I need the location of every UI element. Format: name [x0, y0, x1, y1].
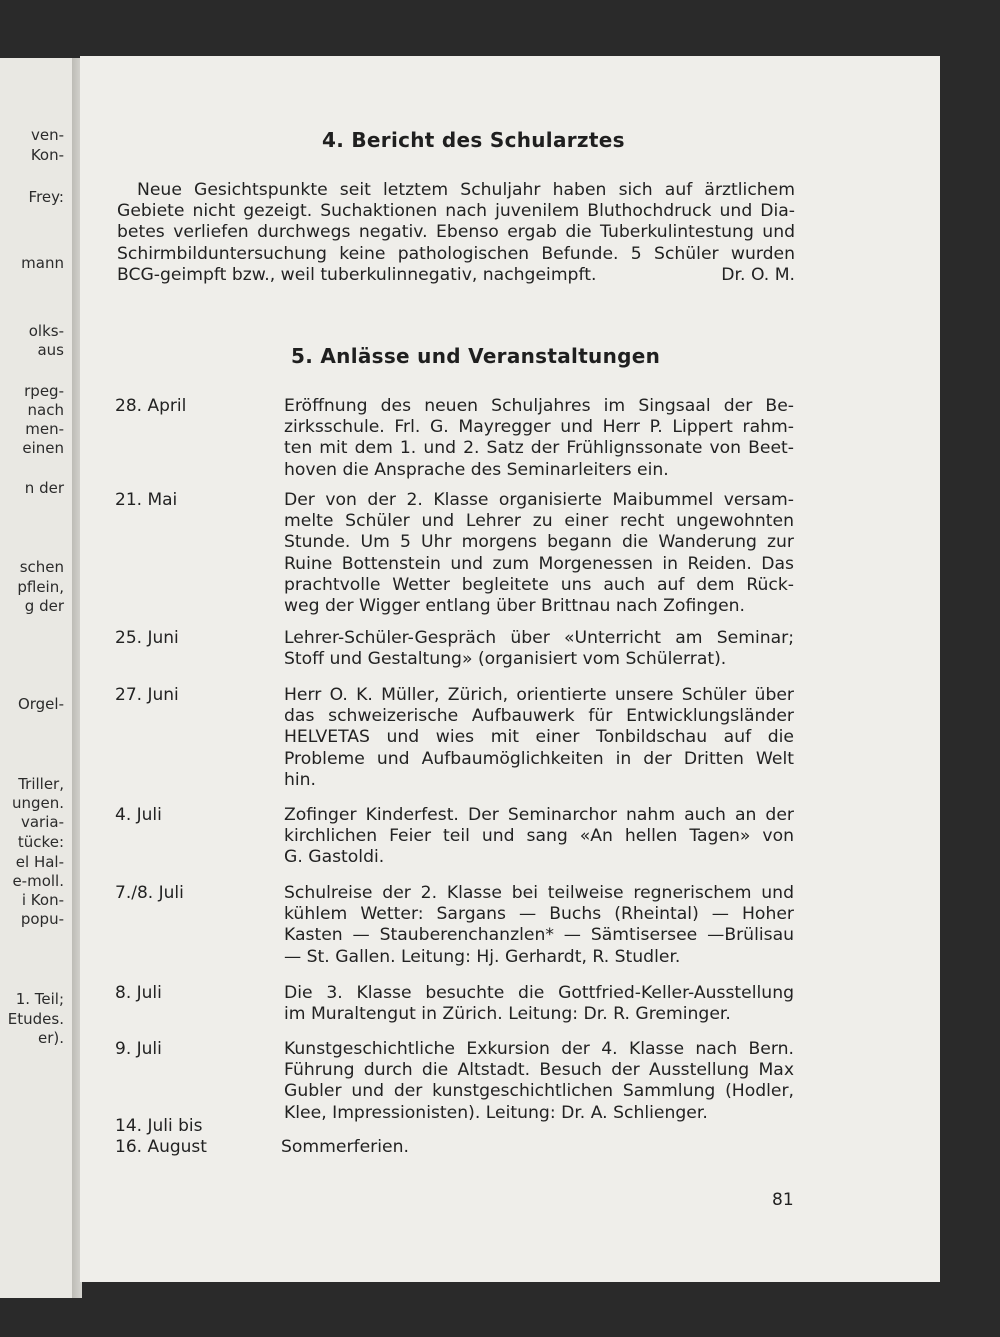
event-description	[281, 1137, 791, 1158]
event-line: Herr O. K. Müller, Zürich, orientierte unsere Schüler über	[284, 685, 794, 705]
left-fragment: varia-	[20, 813, 64, 831]
event-date: 4. Juli	[115, 805, 162, 825]
event-line: Klee, Impressionisten). Leitung: Dr. A. Schlienger.	[284, 1102, 708, 1123]
event-description	[284, 883, 794, 968]
event-line: HELVETAS und wies mit einer Tonbildschau auf die	[284, 727, 794, 748]
event-line: Der von der 2. Klasse organisierte Maibummel versam-	[284, 490, 794, 510]
left-fragment: Orgel-	[17, 695, 64, 713]
left-fragment: e-moll.	[12, 872, 64, 890]
event-line: Führung durch die Altstadt. Besuch der Ausstellung Max	[284, 1060, 794, 1081]
event-line: G. Gastoldi.	[284, 847, 385, 868]
body-line: BCG-geimpft bzw., weil tuberkulinnegativ, nachgeimpft.	[117, 264, 597, 285]
left-fragment: tücke:	[17, 833, 64, 851]
event-description	[284, 490, 794, 617]
event-description	[284, 1039, 794, 1124]
left-fragment: ungen.	[11, 794, 64, 812]
event-line: kirchlichen Feier teil und sang «An hellen Tagen» von	[284, 826, 794, 847]
event-line: das schweizerische Aufbauwerk für Entwicklungsländer	[284, 706, 794, 727]
event-line: Gubler und der kunstgeschichtlichen Sammlung (Hodler,	[284, 1081, 794, 1102]
page-number: 81	[772, 1190, 794, 1210]
event-line: Schulreise der 2. Klasse bei teilweise regnerischem und	[284, 883, 794, 903]
event-line: kühlem Wetter: Sargans — Buchs (Rheintal) — Hoher	[284, 904, 794, 925]
left-fragment: er).	[37, 1029, 64, 1047]
event-line: im Muraltengut in Zürich. Leitung: Dr. R. Greminger.	[284, 1004, 731, 1025]
left-fragment: pflein,	[17, 578, 64, 596]
event-description	[284, 628, 794, 670]
event-line: — St. Gallen. Leitung: Hj. Gerhardt, R. Studler.	[284, 946, 681, 967]
event-line: prachtvolle Wetter begleitete uns auch auf dem Rück-	[284, 574, 794, 595]
left-fragment: Kon-	[30, 146, 64, 164]
event-line: Lehrer-Schüler-Gespräch über «Unterricht am Seminar;	[284, 628, 794, 648]
left-fragment: einen	[22, 439, 64, 457]
event-date: 7./8. Juli	[115, 883, 184, 903]
event-description	[284, 805, 794, 869]
left-fragment: n der	[24, 479, 64, 497]
event-line: Ruine Bottenstein und zum Morgenessen in Reiden. Das	[284, 553, 794, 574]
event-line: Kasten — Stauberenchanzlen* — Sämtisersee —Brülisau	[284, 925, 794, 946]
body-line: Neue Gesichtspunkte seit letztem Schuljahr haben sich auf ärztlichem	[137, 180, 795, 200]
left-fragment: Frey:	[28, 188, 64, 206]
left-fragment: schen	[19, 558, 64, 576]
event-date: 25. Juni	[115, 628, 179, 648]
event-line: Kunstgeschichtliche Exkursion der 4. Klasse nach Bern.	[284, 1039, 794, 1059]
event-line: hoven die Ansprache des Seminarleiters ein.	[284, 459, 669, 480]
body-line: Gebiete nicht gezeigt. Suchaktionen nach juvenilem Bluthochdruck und Dia-	[117, 201, 795, 222]
event-description	[284, 685, 794, 791]
left-fragment: rpeg-	[24, 382, 64, 400]
section-5-title: 5. Anlässe und Veranstaltungen	[291, 344, 661, 368]
left-fragment: olks-	[28, 322, 64, 340]
event-date: 16. August	[115, 1137, 207, 1157]
left-fragment: g der	[24, 597, 64, 615]
event-line: Die 3. Klasse besuchte die Gottfried-Keller-Ausstellung	[284, 983, 794, 1003]
event-line: Sommerferien.	[281, 1137, 409, 1157]
body-line: betes verliefen durchwegs negativ. Ebenso ergab die Tuberkulintestung und	[117, 222, 795, 243]
body-line: Schirmbilduntersuchung keine pathologischen Befunde. 5 Schüler wurden	[117, 243, 795, 264]
section-4-title: 4. Bericht des Schularztes	[322, 128, 625, 152]
left-fragment: Etudes.	[7, 1010, 64, 1028]
left-fragment: i Kon-	[21, 891, 64, 909]
event-date: 9. Juli	[115, 1039, 162, 1059]
event-date: 14. Juli bis	[115, 1116, 203, 1136]
event-line: melte Schüler und Lehrer zu einer recht ungewohnten	[284, 511, 794, 532]
event-line: Stoff und Gestaltung» (organisiert vom Schülerrat).	[284, 649, 727, 670]
event-date: 28. April	[115, 396, 187, 416]
left-fragment: men-	[25, 420, 64, 438]
section-4-body	[117, 180, 795, 286]
event-line: Zofinger Kinderfest. Der Seminarchor nahm auch an der	[284, 805, 794, 825]
event-date: 27. Juni	[115, 685, 179, 705]
event-date: 8. Juli	[115, 983, 162, 1003]
event-line: Eröffnung des neuen Schuljahres im Singsaal der Be-	[284, 396, 794, 416]
event-line: weg der Wigger entlang über Brittnau nach Zofingen.	[284, 596, 745, 617]
left-fragment: 1. Teil;	[15, 990, 64, 1008]
left-page-edge	[0, 58, 78, 1298]
left-fragment: el Hal-	[15, 853, 64, 871]
event-line: Stunde. Um 5 Uhr morgens begann die Wanderung zur	[284, 532, 794, 553]
event-line: zirksschule. Frl. G. Mayregger und Herr P. Lippert rahm-	[284, 417, 794, 438]
left-fragment: mann	[21, 254, 64, 272]
signature: Dr. O. M.	[721, 264, 795, 285]
left-fragment: ven-	[30, 126, 64, 144]
event-description	[284, 396, 794, 481]
left-fragment: Triller,	[18, 775, 64, 793]
event-date: 21. Mai	[115, 490, 178, 510]
body-line-last	[117, 265, 795, 286]
left-fragment: popu-	[20, 910, 64, 928]
event-line: Probleme und Aufbaumöglichkeiten in der Dritten Welt	[284, 748, 794, 769]
event-line: hin.	[284, 769, 317, 790]
left-fragment: nach	[27, 401, 64, 419]
event-description	[284, 983, 794, 1025]
left-fragment: aus	[37, 341, 64, 359]
event-line: ten mit dem 1. und 2. Satz der Frühlignssonate von Beet-	[284, 438, 794, 459]
